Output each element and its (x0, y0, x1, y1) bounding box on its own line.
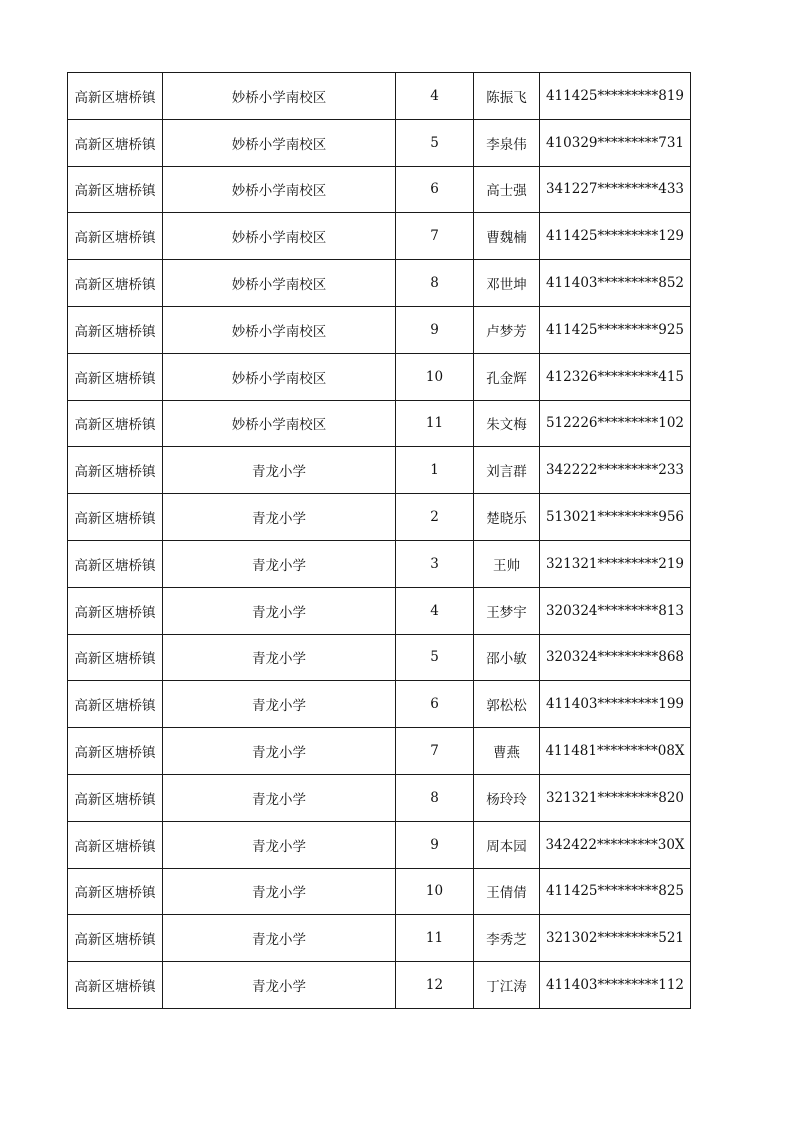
seq-number-cell: 1 (396, 447, 474, 494)
person-name-cell: 曹燕 (474, 728, 540, 775)
table-row (68, 73, 691, 120)
person-name-cell: 孔金辉 (474, 353, 540, 400)
town-cell: 高新区塘桥镇 (68, 494, 163, 541)
id-number-cell: 411403*********852 (540, 260, 691, 307)
id-number-cell: 411403*********199 (540, 681, 691, 728)
school-cell: 妙桥小学南校区 (163, 73, 396, 120)
person-name-cell: 王倩倩 (474, 868, 540, 915)
person-name-cell: 王帅 (474, 540, 540, 587)
person-name-cell: 曹魏楠 (474, 213, 540, 260)
id-number-cell: 411403*********112 (540, 962, 691, 1009)
person-name-cell: 朱文梅 (474, 400, 540, 447)
table-row (68, 681, 691, 728)
town-cell: 高新区塘桥镇 (68, 119, 163, 166)
person-name-cell: 卢梦芳 (474, 306, 540, 353)
seq-number-cell: 5 (396, 119, 474, 166)
table-row (68, 119, 691, 166)
table-row (68, 868, 691, 915)
town-cell: 高新区塘桥镇 (68, 306, 163, 353)
table-row (68, 774, 691, 821)
id-number-cell: 320324*********868 (540, 634, 691, 681)
roster-table (67, 72, 691, 1009)
table-row (68, 540, 691, 587)
person-name-cell: 楚晓乐 (474, 494, 540, 541)
school-cell: 青龙小学 (163, 915, 396, 962)
seq-number-cell: 11 (396, 400, 474, 447)
id-number-cell: 342422*********30X (540, 821, 691, 868)
seq-number-cell: 9 (396, 821, 474, 868)
table-row (68, 728, 691, 775)
person-name-cell: 陈振飞 (474, 73, 540, 120)
town-cell: 高新区塘桥镇 (68, 73, 163, 120)
person-name-cell: 高士强 (474, 166, 540, 213)
town-cell: 高新区塘桥镇 (68, 540, 163, 587)
table-row (68, 447, 691, 494)
table-row (68, 260, 691, 307)
id-number-cell: 320324*********813 (540, 587, 691, 634)
town-cell: 高新区塘桥镇 (68, 353, 163, 400)
seq-number-cell: 5 (396, 634, 474, 681)
school-cell: 青龙小学 (163, 681, 396, 728)
id-number-cell: 411425*********925 (540, 306, 691, 353)
town-cell: 高新区塘桥镇 (68, 821, 163, 868)
town-cell: 高新区塘桥镇 (68, 587, 163, 634)
person-name-cell: 李泉伟 (474, 119, 540, 166)
school-cell: 青龙小学 (163, 868, 396, 915)
id-number-cell: 410329*********731 (540, 119, 691, 166)
seq-number-cell: 12 (396, 962, 474, 1009)
school-cell: 青龙小学 (163, 540, 396, 587)
seq-number-cell: 7 (396, 213, 474, 260)
seq-number-cell: 10 (396, 353, 474, 400)
school-cell: 青龙小学 (163, 447, 396, 494)
school-cell: 妙桥小学南校区 (163, 213, 396, 260)
town-cell: 高新区塘桥镇 (68, 400, 163, 447)
seq-number-cell: 10 (396, 868, 474, 915)
table-row (68, 962, 691, 1009)
table-row (68, 166, 691, 213)
town-cell: 高新区塘桥镇 (68, 260, 163, 307)
person-name-cell: 李秀芝 (474, 915, 540, 962)
person-name-cell: 杨玲玲 (474, 774, 540, 821)
town-cell: 高新区塘桥镇 (68, 962, 163, 1009)
seq-number-cell: 8 (396, 774, 474, 821)
seq-number-cell: 2 (396, 494, 474, 541)
seq-number-cell: 6 (396, 681, 474, 728)
id-number-cell: 411425*********819 (540, 73, 691, 120)
person-name-cell: 丁江涛 (474, 962, 540, 1009)
person-name-cell: 王梦宇 (474, 587, 540, 634)
table-row (68, 587, 691, 634)
id-number-cell: 411481*********08X (540, 728, 691, 775)
id-number-cell: 512226*********102 (540, 400, 691, 447)
roster-body (68, 73, 691, 1009)
seq-number-cell: 4 (396, 73, 474, 120)
school-cell: 青龙小学 (163, 821, 396, 868)
town-cell: 高新区塘桥镇 (68, 915, 163, 962)
id-number-cell: 321321*********219 (540, 540, 691, 587)
school-cell: 青龙小学 (163, 494, 396, 541)
table-row (68, 306, 691, 353)
school-cell: 青龙小学 (163, 728, 396, 775)
person-name-cell: 邓世坤 (474, 260, 540, 307)
school-cell: 妙桥小学南校区 (163, 166, 396, 213)
town-cell: 高新区塘桥镇 (68, 634, 163, 681)
id-number-cell: 342222*********233 (540, 447, 691, 494)
town-cell: 高新区塘桥镇 (68, 166, 163, 213)
seq-number-cell: 4 (396, 587, 474, 634)
town-cell: 高新区塘桥镇 (68, 728, 163, 775)
town-cell: 高新区塘桥镇 (68, 213, 163, 260)
person-name-cell: 周本园 (474, 821, 540, 868)
school-cell: 妙桥小学南校区 (163, 400, 396, 447)
seq-number-cell: 9 (396, 306, 474, 353)
table-row (68, 213, 691, 260)
id-number-cell: 341227*********433 (540, 166, 691, 213)
table-row (68, 634, 691, 681)
school-cell: 青龙小学 (163, 587, 396, 634)
id-number-cell: 412326*********415 (540, 353, 691, 400)
school-cell: 妙桥小学南校区 (163, 260, 396, 307)
id-number-cell: 321302*********521 (540, 915, 691, 962)
table-row (68, 494, 691, 541)
seq-number-cell: 6 (396, 166, 474, 213)
school-cell: 妙桥小学南校区 (163, 353, 396, 400)
seq-number-cell: 11 (396, 915, 474, 962)
person-name-cell: 邵小敏 (474, 634, 540, 681)
school-cell: 青龙小学 (163, 962, 396, 1009)
school-cell: 妙桥小学南校区 (163, 306, 396, 353)
id-number-cell: 411425*********129 (540, 213, 691, 260)
school-cell: 青龙小学 (163, 634, 396, 681)
person-name-cell: 刘言群 (474, 447, 540, 494)
seq-number-cell: 7 (396, 728, 474, 775)
town-cell: 高新区塘桥镇 (68, 774, 163, 821)
school-cell: 青龙小学 (163, 774, 396, 821)
table-row (68, 400, 691, 447)
table-row (68, 821, 691, 868)
id-number-cell: 321321*********820 (540, 774, 691, 821)
town-cell: 高新区塘桥镇 (68, 868, 163, 915)
town-cell: 高新区塘桥镇 (68, 447, 163, 494)
id-number-cell: 513021*********956 (540, 494, 691, 541)
person-name-cell: 郭松松 (474, 681, 540, 728)
school-cell: 妙桥小学南校区 (163, 119, 396, 166)
seq-number-cell: 3 (396, 540, 474, 587)
town-cell: 高新区塘桥镇 (68, 681, 163, 728)
id-number-cell: 411425*********825 (540, 868, 691, 915)
table-row (68, 353, 691, 400)
seq-number-cell: 8 (396, 260, 474, 307)
table-row (68, 915, 691, 962)
